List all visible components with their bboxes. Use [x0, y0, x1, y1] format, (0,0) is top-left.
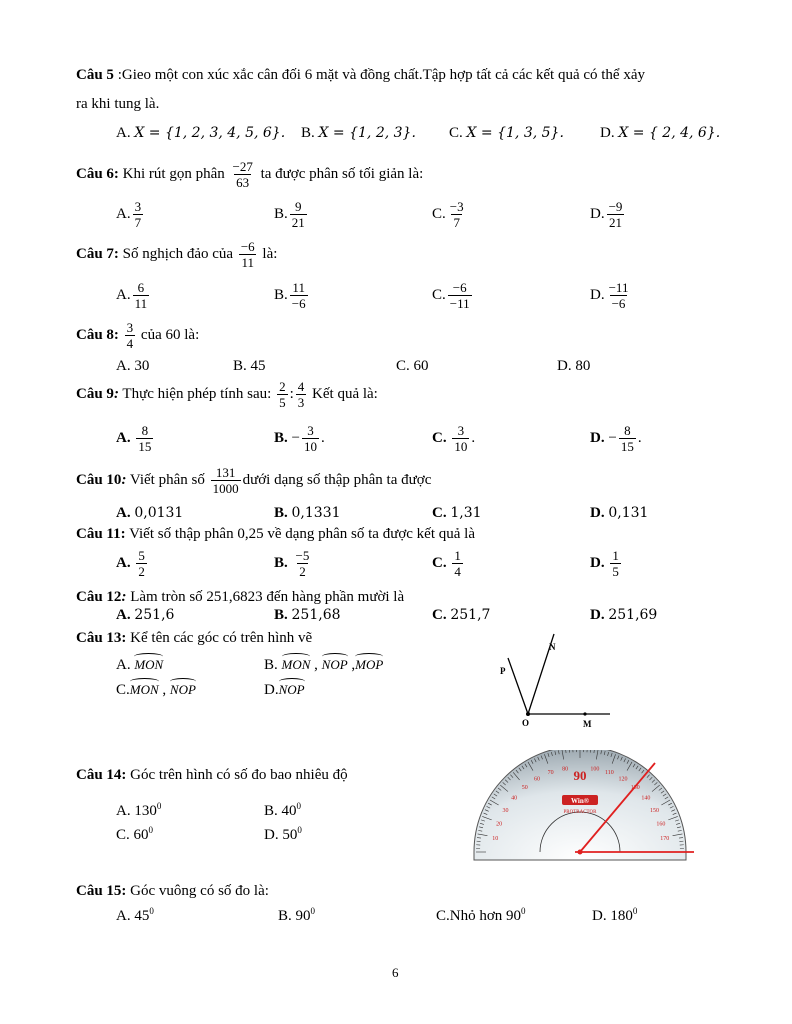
q9-colon: : — [113, 386, 119, 403]
q13-option-b-angle-3: MOP — [355, 657, 384, 672]
q13-option-a[interactable] — [116, 655, 163, 673]
q9-frac2-den: 3 — [297, 394, 305, 410]
q10-option-d-letter: D. — [590, 505, 605, 521]
q11-option-c-fraction — [452, 549, 463, 578]
q9-option-c-den: 10 — [454, 438, 468, 454]
q5-text2: ra khi tung là. — [76, 96, 160, 112]
q10-option-a-letter: A. — [116, 505, 131, 521]
q13-option-a-angle-1: MON — [134, 657, 164, 672]
point-o — [526, 712, 530, 716]
q7-option-c[interactable] — [432, 281, 474, 310]
q5-option-b-letter: B. — [301, 125, 315, 141]
q12-option-d-value: 251,69 — [608, 607, 658, 623]
protractor-scale-number: 170 — [660, 836, 670, 843]
label-n: N — [549, 642, 556, 652]
q13-label: Câu 13: — [76, 630, 127, 646]
q8-frac-den: 4 — [126, 335, 134, 351]
q5-text1: :Gieo một con xúc xắc cân đối 6 mặt và đồng chất.Tập hợp tất cả các kết quả có thể xảy — [113, 67, 646, 83]
ray-op — [508, 658, 528, 714]
q14-option-c-value: 60 — [133, 827, 149, 843]
q12-option-a-letter: A. — [116, 607, 131, 623]
q5-option-d-letter: D. — [600, 125, 615, 141]
q13-option-c[interactable]: C.MON , NOP — [116, 682, 196, 698]
q6-frac-den: 63 — [236, 174, 250, 190]
q7-option-a[interactable] — [116, 281, 151, 310]
q7-option-b-den: −6 — [291, 295, 306, 311]
q5-option-a[interactable] — [116, 126, 285, 141]
q11-option-b-letter: B. — [274, 555, 288, 572]
q10-frac-den: 1000 — [212, 480, 239, 496]
q13-stem — [76, 631, 312, 646]
q9-option-a-letter: A. — [116, 430, 131, 447]
q9-option-b-sign: − — [291, 430, 300, 447]
q9-text-before: Thực hiện phép tính sau: — [118, 386, 276, 403]
q9-option-d-tail: . — [637, 430, 642, 447]
q12-option-b-letter: B. — [274, 607, 288, 623]
q9-option-d-num: 8 — [624, 423, 631, 438]
q10-text-before: Viết phân số — [126, 472, 209, 489]
q15-stem — [76, 884, 269, 899]
q9-option-d-den: 15 — [620, 438, 634, 454]
q6-option-c-letter: C. — [432, 206, 446, 223]
q13-option-b-letter: B. — [264, 657, 278, 673]
q9-fraction-1 — [277, 380, 288, 409]
q10-option-b-value: 0,1331 — [291, 505, 341, 521]
q14-option-d-value: 50 — [282, 827, 298, 843]
q8-option-d[interactable]: D. 80 — [557, 358, 591, 374]
protractor-scale-number: 100 — [590, 766, 600, 773]
q9-option-b-letter: B. — [274, 430, 288, 447]
q6-text-before: Khi rút gọn phân — [118, 166, 229, 183]
q7-option-a-den: 11 — [134, 295, 148, 311]
q15-option-d-degree: 0 — [632, 906, 638, 916]
q11-option-b[interactable] — [274, 549, 313, 578]
q6-option-a-den: 7 — [134, 214, 142, 230]
q9-option-d-letter: D. — [590, 430, 605, 447]
q8-option-c[interactable]: C. 60 — [396, 358, 429, 374]
q9-fraction-2 — [296, 380, 307, 409]
q6-option-c-den: 7 — [453, 214, 460, 230]
q6-option-b[interactable] — [274, 200, 309, 229]
q9-option-c-fraction — [452, 424, 469, 453]
q5-option-c[interactable] — [449, 126, 564, 141]
q7-option-d-num: −11 — [608, 280, 629, 295]
q9-label: Câu 9 — [76, 386, 114, 403]
page-number: 6 — [392, 965, 399, 980]
q10-text-after: dưới dạng số thập phân ta được — [242, 472, 432, 489]
q6-option-a-fraction — [133, 200, 144, 229]
q15-label: Câu 15: — [76, 883, 127, 899]
protractor-scale-number: 70 — [547, 770, 554, 777]
q11-option-b-fraction — [294, 549, 312, 578]
protractor-figure — [470, 750, 700, 865]
q14-option-a-letter: A. — [116, 803, 131, 819]
q14-option-c-letter: C. — [116, 827, 130, 843]
q11-option-c[interactable] — [432, 549, 465, 578]
protractor-scale-number: 120 — [618, 776, 628, 783]
q12-option-a-value: 251,6 — [134, 607, 175, 623]
q11-option-c-letter: C. — [432, 555, 447, 572]
q14-option-a[interactable] — [116, 802, 161, 819]
q11-option-d-letter: D. — [590, 555, 605, 572]
q11-option-a-den: 2 — [138, 563, 145, 579]
q12-option-b-value: 251,68 — [291, 607, 341, 623]
q6-option-b-fraction — [290, 200, 307, 229]
q14-option-b-letter: B. — [264, 803, 278, 819]
q9-option-b[interactable] — [274, 424, 325, 453]
q11-option-c-num: 1 — [454, 548, 461, 563]
q6-option-d[interactable] — [590, 200, 626, 229]
q10-option-a-value: 0,0131 — [134, 505, 184, 521]
q5-option-b[interactable] — [301, 126, 416, 141]
protractor-scale-number: 40 — [511, 795, 518, 802]
q14-option-b-degree: 0 — [296, 801, 302, 811]
q10-option-b-letter: B. — [274, 505, 288, 521]
q6-option-b-den: 21 — [291, 214, 305, 230]
q12-option-c[interactable] — [432, 608, 490, 623]
q8-frac-num: 3 — [126, 320, 134, 335]
q14-option-d-degree: 0 — [297, 825, 302, 835]
q10-stem — [76, 466, 431, 495]
protractor-scale-number: 80 — [562, 766, 569, 773]
q6-option-a[interactable] — [116, 200, 145, 229]
q11-option-a-num: 5 — [138, 548, 145, 563]
q5-option-c-set: X = {1, 3, 5}. — [466, 125, 564, 141]
protractor-scale-number: 50 — [521, 785, 528, 792]
q9-text-after: Kết quả là: — [308, 386, 378, 403]
q7-option-c-letter: C. — [432, 287, 446, 304]
q15-option-b-value: 90 — [295, 908, 311, 924]
q7-option-b-fraction — [290, 281, 308, 310]
q7-option-b-num: 11 — [292, 280, 305, 295]
q10-label: Câu 10 — [76, 472, 122, 489]
q15-option-c-degree: 0 — [521, 906, 526, 916]
q7-option-d-letter: D. — [590, 287, 605, 304]
q7-frac-den: 11 — [241, 254, 254, 270]
q9-frac1-num: 2 — [279, 379, 286, 394]
q10-frac-num: 131 — [215, 465, 236, 480]
q15-option-c-value: 90 — [506, 908, 522, 924]
protractor-scale-number: 130 — [630, 785, 640, 792]
q13-option-b-angle-2: NOP — [321, 657, 348, 672]
q9-operator: : — [289, 386, 294, 403]
q5-option-b-set: X = {1, 2, 3}. — [318, 125, 416, 141]
q14-stem — [76, 768, 348, 783]
q6-option-d-den: 21 — [609, 214, 623, 230]
q9-option-b-fraction — [302, 424, 319, 453]
q8-stem — [76, 321, 199, 350]
protractor-scale-number: 30 — [502, 808, 509, 814]
q6-option-b-letter: B. — [274, 206, 288, 223]
q7-option-b[interactable] — [274, 281, 310, 310]
q6-option-a-num: 3 — [134, 199, 142, 214]
protractor-scale-number: 160 — [656, 821, 666, 828]
q11-option-d-den: 5 — [612, 563, 619, 579]
q9-option-a-fraction — [136, 424, 153, 453]
q5-option-a-set: X = {1, 2, 3, 4, 5, 6}. — [134, 125, 286, 141]
q10-option-d-value: 0,131 — [608, 505, 649, 521]
q14-option-d[interactable] — [264, 826, 302, 843]
q7-frac-num: −6 — [240, 239, 255, 254]
q7-option-d-den: −6 — [611, 295, 626, 311]
q5-option-d-set: X = { 2, 4, 6}. — [618, 125, 721, 141]
q6-option-b-num: 9 — [295, 199, 302, 214]
q6-option-a-letter: A. — [116, 206, 131, 223]
q11-option-a-letter: A. — [116, 555, 131, 572]
q13-option-b[interactable]: B. MON , NOP ,MOP — [264, 657, 384, 673]
q6-fraction — [231, 160, 255, 189]
q6-text-after: ta được phân số tối giản là: — [256, 166, 424, 183]
q10-option-a[interactable] — [116, 506, 183, 521]
q7-option-a-num: 6 — [137, 280, 145, 295]
q7-option-d-fraction — [607, 281, 631, 310]
q14-text: Góc trên hình có số đo bao nhiêu độ — [126, 767, 348, 783]
label-m: M — [583, 719, 592, 729]
q13-option-a-letter: A. — [116, 657, 131, 673]
q13-option-d[interactable] — [264, 680, 305, 698]
q9-option-c-letter: C. — [432, 430, 447, 447]
q13-option-b-angle-1: MON — [281, 657, 311, 672]
q7-label: Câu 7: — [76, 246, 119, 263]
q5-option-c-letter: C. — [449, 125, 463, 141]
q12-colon: : — [121, 589, 127, 605]
q15-option-a-value: 45 — [134, 908, 150, 924]
q8-option-b[interactable]: B. 45 — [233, 358, 266, 374]
q11-option-b-den: 2 — [299, 563, 306, 579]
q8-option-a[interactable]: A. 30 — [116, 358, 150, 374]
q14-label: Câu 14: — [76, 767, 127, 783]
q15-option-b-letter: B. — [278, 908, 292, 924]
q12-option-c-value: 251,7 — [450, 607, 491, 623]
q9-option-d-fraction — [619, 424, 636, 453]
q9-option-c[interactable] — [432, 424, 475, 453]
q11-option-d[interactable] — [590, 549, 623, 578]
q9-option-a-den: 15 — [138, 438, 152, 454]
q14-option-b[interactable] — [264, 802, 301, 819]
q14-option-c-degree: 0 — [148, 825, 154, 835]
q7-text-before: Số nghịch đảo của — [118, 246, 237, 263]
q13-option-d-letter: D. — [264, 682, 279, 698]
protractor-caption: PROTRACTOR — [563, 810, 597, 815]
q13-text: Kể tên các góc có trên hình vẽ — [126, 630, 313, 646]
q14-option-a-degree: 0 — [156, 801, 162, 811]
q9-option-a[interactable] — [116, 424, 155, 453]
protractor-scale-number: 140 — [641, 795, 651, 802]
q5-option-a-letter: A. — [116, 125, 131, 141]
q7-option-c-num: −6 — [452, 280, 467, 295]
q9-stem — [76, 380, 378, 409]
protractor-scale-number: 60 — [534, 776, 540, 783]
q15-option-d-value: 180 — [610, 908, 633, 924]
q13-option-d-angle-1: NOP — [278, 682, 305, 697]
q15-option-b-degree: 0 — [310, 906, 316, 916]
q6-option-c-num: −3 — [449, 199, 464, 214]
q10-option-d[interactable] — [590, 506, 648, 521]
q9-option-b-num: 3 — [307, 423, 314, 438]
q13-angle-figure — [490, 630, 620, 730]
q10-option-c-value: 1,31 — [450, 505, 482, 521]
q12-option-a[interactable] — [116, 608, 174, 623]
q6-option-d-fraction — [607, 200, 625, 229]
q8-fraction — [125, 321, 136, 350]
q11-option-a-fraction — [136, 549, 147, 578]
q10-option-c-letter: C. — [432, 505, 447, 521]
q9-frac1-den: 5 — [279, 394, 286, 410]
q9-option-a-num: 8 — [141, 423, 149, 438]
q13-option-c-letter: C. — [116, 682, 130, 698]
q9-option-c-num: 3 — [457, 423, 465, 438]
q14-option-c[interactable] — [116, 826, 153, 843]
q14-option-b-value: 40 — [281, 803, 297, 819]
q6-label: Câu 6: — [76, 166, 119, 183]
q11-option-d-num: 1 — [612, 548, 619, 563]
q15-option-c[interactable] — [436, 907, 526, 924]
q15-option-d-letter: D. — [592, 908, 607, 924]
q9-option-c-tail: . — [471, 430, 476, 447]
q12-option-b[interactable] — [274, 608, 341, 623]
q13-option-c-angle-2: NOP — [169, 682, 196, 697]
q6-stem — [76, 160, 423, 189]
q15-option-d[interactable] — [592, 907, 637, 924]
q11-option-c-den: 4 — [454, 563, 461, 579]
protractor-scale-number: 150 — [649, 808, 659, 814]
q15-option-a-letter: A. — [116, 908, 131, 924]
q15-option-a[interactable] — [116, 907, 154, 924]
q7-option-a-fraction — [133, 281, 150, 310]
q7-option-b-letter: B. — [274, 287, 288, 304]
q12-stem — [76, 590, 404, 605]
brand-logo: Win® — [571, 797, 589, 805]
label-o: O — [522, 718, 530, 728]
q11-option-d-fraction — [610, 549, 621, 578]
q9-option-b-tail: . — [320, 430, 325, 447]
q5-label: Câu 5 — [76, 67, 114, 83]
q12-option-d[interactable] — [590, 608, 657, 623]
protractor-scale-number: 20 — [496, 821, 503, 828]
q12-option-d-letter: D. — [590, 607, 605, 623]
q12-option-c-letter: C. — [432, 607, 447, 623]
q7-text-after: là: — [258, 246, 278, 263]
q6-option-c[interactable] — [432, 200, 468, 229]
q15-option-a-degree: 0 — [149, 906, 154, 916]
q7-stem — [76, 240, 277, 269]
q6-option-d-num: −9 — [608, 199, 623, 214]
q6-option-d-letter: D. — [590, 206, 605, 223]
q12-label: Câu 12 — [76, 589, 122, 605]
q11-option-a[interactable] — [116, 549, 149, 578]
protractor-center — [578, 850, 583, 855]
q11-stem — [76, 527, 475, 542]
q15-option-b[interactable] — [278, 907, 315, 924]
q9-frac2-num: 4 — [297, 379, 305, 394]
point-m — [583, 712, 586, 715]
q7-option-d[interactable] — [590, 281, 632, 310]
q10-fraction — [211, 466, 241, 495]
q7-option-c-fraction — [448, 281, 472, 310]
q12-text: Làm tròn số 251,6823 đến hàng phần mười là — [126, 589, 405, 605]
q14-option-a-value: 130 — [134, 803, 157, 819]
label-p: P — [500, 666, 506, 676]
q9-option-d[interactable] — [590, 424, 642, 453]
protractor-scale-number: 10 — [492, 836, 499, 843]
q11-label: Câu 11: — [76, 526, 126, 542]
q6-option-c-fraction — [448, 200, 466, 229]
protractor-scale-number: 110 — [605, 770, 614, 777]
q8-label: Câu 8: — [76, 327, 119, 344]
q8-text-after: của 60 là: — [137, 327, 200, 344]
q7-option-c-den: −11 — [449, 295, 470, 311]
q10-option-c[interactable] — [432, 506, 482, 521]
q15-text: Góc vuông có số đo là: — [126, 883, 269, 899]
q13-option-c-angle-1: MON — [129, 682, 159, 697]
q5-option-d[interactable] — [600, 126, 720, 141]
q10-colon: : — [121, 472, 127, 489]
q7-fraction — [239, 240, 257, 269]
q9-option-d-sign: − — [608, 430, 617, 447]
q11-option-b-num: −5 — [295, 548, 310, 563]
q6-frac-num: −27 — [232, 159, 253, 174]
q15-option-c-letter: C.Nhỏ hơn — [436, 908, 503, 924]
q5-stem-line1 — [76, 68, 645, 83]
protractor-90-label: 90 — [573, 768, 587, 783]
q11-text: Viết số thập phân 0,25 về dạng phân số ta được kết quả là — [125, 526, 475, 542]
q10-option-b[interactable] — [274, 506, 341, 521]
q7-option-a-letter: A. — [116, 287, 131, 304]
q14-option-d-letter: D. — [264, 827, 279, 843]
q9-option-b-den: 10 — [303, 438, 317, 454]
